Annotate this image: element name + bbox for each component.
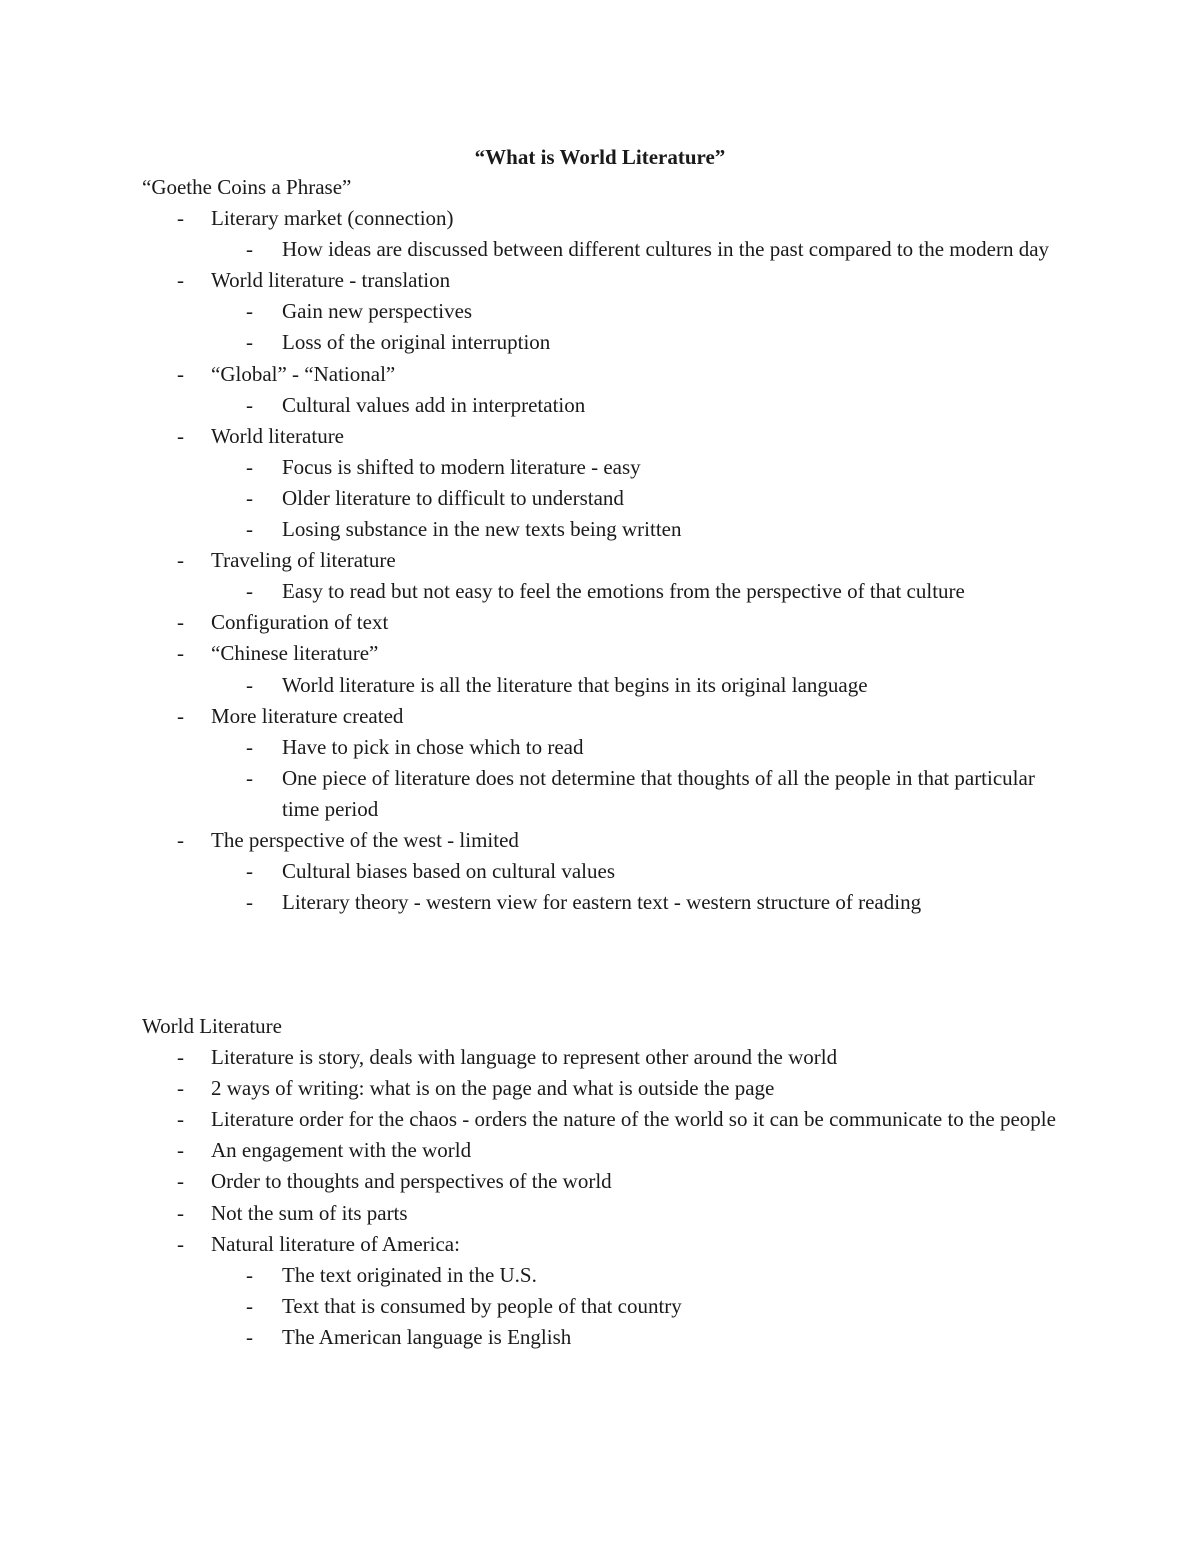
bullet-text: Literature order for the chaos - orders the nature of the world so it can be communicate to the people: [211, 1107, 1056, 1132]
sub-bullet-text: Easy to read but not easy to feel the emotions from the perspective of that culture: [282, 579, 965, 604]
bullet-text: “Global” - “National”: [211, 361, 396, 386]
sub-bullet-text: One piece of literature does not determine that thoughts of all the people in that particular time period: [282, 765, 1035, 821]
sub-bullet-item: [211, 576, 1062, 607]
sub-bullet-item: [211, 887, 1062, 918]
sub-bullet-list: [211, 296, 1062, 358]
dash-bullet-icon: -: [177, 641, 184, 666]
bullet-text: Configuration of text: [211, 610, 389, 635]
sub-bullet-text: Have to pick in chose which to read: [282, 734, 584, 759]
bullet-text: An engagement with the world: [211, 1138, 472, 1163]
dash-bullet-icon: -: [246, 672, 253, 697]
sub-bullet-item: [211, 514, 1062, 545]
dash-bullet-icon: -: [177, 361, 184, 386]
sub-bullet-text: Loss of the original interruption: [282, 330, 551, 355]
dash-bullet-icon: -: [177, 1107, 184, 1132]
bullet-list: [142, 203, 1062, 918]
dash-bullet-icon: -: [177, 1076, 184, 1101]
dash-bullet-icon: -: [246, 237, 253, 262]
bullet-item: [142, 421, 1062, 545]
sub-bullet-text: World literature is all the literature that begins in its original language: [282, 672, 868, 697]
sub-bullet-list: [211, 856, 1062, 918]
bullet-list: [142, 1042, 1062, 1353]
sub-bullet-list: [211, 390, 1062, 421]
sub-bullet-text: Older literature to difficult to understand: [282, 485, 624, 510]
bullet-item: [142, 1042, 1062, 1073]
dash-bullet-icon: -: [246, 765, 253, 790]
bullet-text: Literary market (connection): [211, 206, 454, 231]
notes-section-world-literature: [142, 1011, 1062, 1353]
section-heading: World Literature: [142, 1014, 282, 1038]
section-heading: “Goethe Coins a Phrase”: [142, 175, 352, 199]
bullet-text: More literature created: [211, 703, 404, 728]
dash-bullet-icon: -: [177, 548, 184, 573]
sub-bullet-item: [211, 1322, 1062, 1353]
bullet-text: 2 ways of writing: what is on the page and what is outside the page: [211, 1076, 775, 1101]
dash-bullet-icon: -: [246, 454, 253, 479]
bullet-text: Not the sum of its parts: [211, 1200, 408, 1225]
sub-bullet-text: Gain new perspectives: [282, 299, 473, 324]
bullet-text: “Chinese literature”: [211, 641, 379, 666]
sub-bullet-list: [211, 234, 1062, 265]
sub-bullet-item: [211, 327, 1062, 358]
dash-bullet-icon: -: [177, 1045, 184, 1070]
bullet-item: [142, 825, 1062, 918]
bullet-text: Natural literature of America:: [211, 1231, 460, 1256]
sub-bullet-item: [211, 1291, 1062, 1322]
dash-bullet-icon: -: [177, 703, 184, 728]
dash-bullet-icon: -: [246, 392, 253, 417]
dash-bullet-icon: -: [246, 579, 253, 604]
bullet-text: World literature - translation: [211, 268, 451, 293]
bullet-item: [142, 638, 1062, 700]
bullet-text: The perspective of the west - limited: [211, 827, 519, 852]
sub-bullet-list: [211, 732, 1062, 825]
bullet-item: [142, 1166, 1062, 1197]
sub-bullet-text: Focus is shifted to modern literature - easy: [282, 454, 641, 479]
dash-bullet-icon: -: [246, 890, 253, 915]
bullet-item: [142, 265, 1062, 358]
dash-bullet-icon: -: [246, 517, 253, 542]
dash-bullet-icon: -: [177, 1231, 184, 1256]
bullet-item: [142, 1135, 1062, 1166]
sub-bullet-text: How ideas are discussed between different cultures in the past compared to the modern day: [282, 237, 1050, 262]
sub-bullet-item: [211, 452, 1062, 483]
dash-bullet-icon: -: [246, 859, 253, 884]
document-title: “What is World Literature”: [474, 145, 726, 169]
bullet-item: [142, 359, 1062, 421]
bullet-item: [142, 1073, 1062, 1104]
notes-section-goethe: [142, 172, 1062, 918]
bullet-item: [142, 701, 1062, 825]
bullet-text: World literature: [211, 423, 345, 448]
bullet-text: Literature is story, deals with language to represent other around the world: [211, 1045, 838, 1070]
bullet-item: [142, 1229, 1062, 1353]
dash-bullet-icon: -: [177, 1169, 184, 1194]
bullet-item: [142, 1104, 1062, 1135]
dash-bullet-icon: -: [246, 299, 253, 324]
dash-bullet-icon: -: [177, 268, 184, 293]
sub-bullet-text: Text that is consumed by people of that country: [282, 1293, 682, 1318]
sub-bullet-item: [211, 390, 1062, 421]
sub-bullet-text: The text originated in the U.S.: [282, 1262, 537, 1287]
dash-bullet-icon: -: [246, 330, 253, 355]
dash-bullet-icon: -: [177, 827, 184, 852]
dash-bullet-icon: -: [246, 734, 253, 759]
dash-bullet-icon: -: [177, 1200, 184, 1225]
dash-bullet-icon: -: [177, 206, 184, 231]
bullet-item: [142, 203, 1062, 265]
sub-bullet-list: [211, 1260, 1062, 1353]
sub-bullet-item: [211, 483, 1062, 514]
sub-bullet-item: [211, 732, 1062, 763]
sub-bullet-item: [211, 856, 1062, 887]
sub-bullet-text: Cultural biases based on cultural values: [282, 859, 615, 884]
bullet-item: [142, 545, 1062, 607]
dash-bullet-icon: -: [177, 1138, 184, 1163]
bullet-text: Traveling of literature: [211, 548, 396, 573]
dash-bullet-icon: -: [246, 485, 253, 510]
sub-bullet-item: [211, 670, 1062, 701]
sub-bullet-item: [211, 234, 1062, 265]
sub-bullet-text: Losing substance in the new texts being written: [282, 517, 682, 542]
sub-bullet-text: The American language is English: [282, 1324, 572, 1349]
bullet-item: [142, 607, 1062, 638]
dash-bullet-icon: -: [246, 1262, 253, 1287]
sub-bullet-text: Cultural values add in interpretation: [282, 392, 586, 417]
dash-bullet-icon: -: [246, 1324, 253, 1349]
sub-bullet-list: [211, 452, 1062, 545]
sub-bullet-item: [211, 1260, 1062, 1291]
sub-bullet-list: [211, 576, 1062, 607]
dash-bullet-icon: -: [246, 1293, 253, 1318]
sub-bullet-text: Literary theory - western view for eastern text - western structure of reading: [282, 890, 922, 915]
sub-bullet-item: [211, 296, 1062, 327]
dash-bullet-icon: -: [177, 610, 184, 635]
sub-bullet-item: [211, 763, 1062, 825]
bullet-text: Order to thoughts and perspectives of the world: [211, 1169, 612, 1194]
sub-bullet-list: [211, 670, 1062, 701]
bullet-item: [142, 1198, 1062, 1229]
dash-bullet-icon: -: [177, 423, 184, 448]
